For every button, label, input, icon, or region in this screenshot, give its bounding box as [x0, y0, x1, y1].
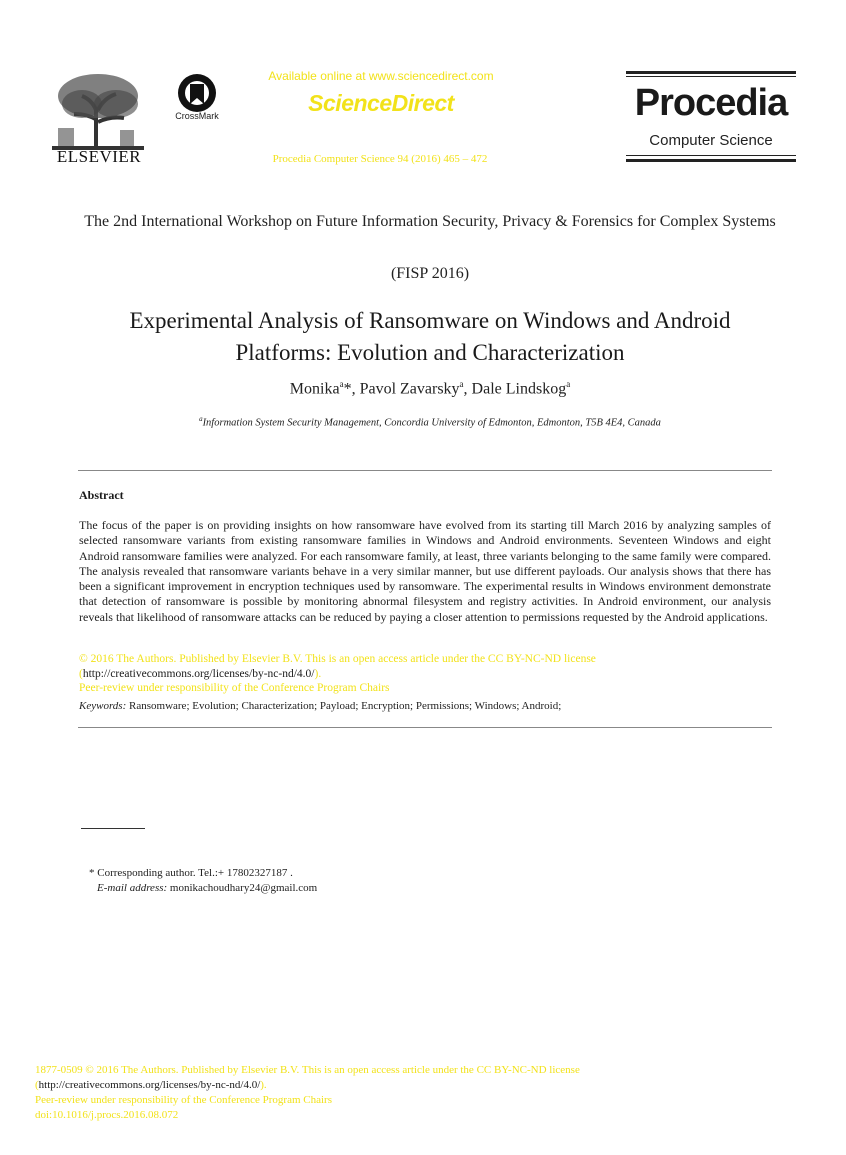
- procedia-title: Procedia: [634, 82, 788, 124]
- copyright-line: © 2016 The Authors. Published by Elsevier B.V. This is an open access article under the CC BY-NC-ND license: [79, 653, 596, 665]
- keywords-label: Keywords:: [79, 700, 127, 712]
- license-link[interactable]: http://creativecommons.org/licenses/by-nc-nd/4.0/: [38, 1079, 261, 1091]
- crossmark-icon: [176, 72, 218, 114]
- affiliation: [60, 415, 800, 429]
- conference-acronym: (FISP 2016): [390, 265, 470, 282]
- procedia-logo: [626, 71, 796, 162]
- keywords: [79, 700, 771, 712]
- paper-title-text: Experimental Analysis of Ransomware on Windows and Android Platforms: Evolution and Characterization: [129, 308, 731, 365]
- crossmark-label: CrossMark: [175, 111, 219, 121]
- tree-icon: [52, 70, 144, 150]
- corresponding-author: * Corresponding author. Tel.:+ 17802327187 .: [89, 867, 293, 879]
- footnote-rule: [81, 828, 145, 829]
- author-affil-sup: a: [459, 379, 464, 389]
- author-affil-sup: a: [339, 379, 344, 389]
- author-separator: *,: [343, 380, 360, 398]
- author-list: [60, 379, 800, 398]
- procedia-bottom-rule: [626, 159, 796, 162]
- abstract-heading: Abstract: [79, 488, 124, 502]
- abstract-top-rule: [78, 470, 772, 471]
- procedia-top-rule-thin: [626, 76, 796, 77]
- bottom-license-block: [35, 1063, 580, 1123]
- sciencedirect-logo[interactable]: ScienceDirect: [308, 90, 454, 116]
- author-name: Dale Lindskog: [471, 380, 567, 398]
- peer-review-line: Peer-review under responsibility of the Conference Program Chairs: [79, 682, 390, 694]
- license-open-paren: (: [79, 667, 83, 680]
- affiliation-sup: a: [199, 415, 203, 423]
- procedia-bottom-rule-thin: [626, 155, 796, 156]
- publisher-name: ELSEVIER: [56, 147, 142, 166]
- procedia-top-rule: [626, 71, 796, 74]
- paper-title: [60, 305, 800, 369]
- license-open-paren: (: [35, 1079, 39, 1091]
- abstract-body: [79, 518, 771, 625]
- author-name: Pavol Zavarsky: [359, 380, 460, 398]
- author-affil-sup: a: [566, 379, 571, 389]
- doi[interactable]: doi:10.1016/j.procs.2016.08.072: [35, 1109, 179, 1121]
- affiliation-text: Information System Security Management, Concordia University of Edmonton, Edmonton, T5B 4E4, Canada: [202, 417, 661, 429]
- available-online-link[interactable]: Available online at www.sciencedirect.com: [268, 69, 494, 83]
- license-close-paren: ).: [260, 1079, 267, 1091]
- conference-name: The 2nd International Workshop on Future Information Security, Privacy & Forensics for Complex Systems: [84, 213, 776, 230]
- email-address[interactable]: monikachoudhary24@gmail.com: [169, 882, 318, 894]
- author-name: Monika: [289, 380, 340, 398]
- keywords-list: Ransomware; Evolution; Characterization; Payload; Encryption; Permissions; Windows; Android;: [129, 700, 562, 712]
- license-close-paren: ).: [314, 667, 322, 680]
- peer-review-line: Peer-review under responsibility of the Conference Program Chairs: [35, 1094, 332, 1106]
- journal-reference: Procedia Computer Science 94 (2016) 465 – 472: [272, 153, 488, 165]
- email-label: E-mail address:: [97, 882, 168, 894]
- abstract-license-block: [79, 652, 771, 696]
- issn-line: 1877-0509 © 2016 The Authors. Published by Elsevier B.V. This is an open access article under the CC BY-NC-ND license: [35, 1064, 580, 1076]
- license-link[interactable]: http://creativecommons.org/licenses/by-nc-nd/4.0/: [82, 667, 315, 680]
- abstract-bottom-rule: [78, 727, 772, 728]
- footnote: [89, 866, 317, 896]
- author-separator: ,: [463, 380, 472, 398]
- abstract-text: The focus of the paper is on providing insights on how ransomware have evolved from its starting till March 2016 by analyzing samples of selected ransomware variants from existing ransomware families in Windows and Android environments. Seventeen Windows and eight Android ransomware families were analyzed. For each ransomware family, at least, three variants belonging to the same family were compared. The analysis revealed that ransomware variants behave in a very similar manner, but use different payloads. Our analysis shows that there has been a significant improvement in encryption techniques used by ransomware. The experimental results in Windows environment demonstrate that detection of ransomware is possible by monitoring abnormal filesystem and registry activities. In Android environment, our analysis reveals that likelihood of ransomware attacks can be reduced by paying a closer attention to permissions requested by the Android applications.: [79, 518, 771, 624]
- procedia-subtitle: Computer Science: [649, 132, 773, 149]
